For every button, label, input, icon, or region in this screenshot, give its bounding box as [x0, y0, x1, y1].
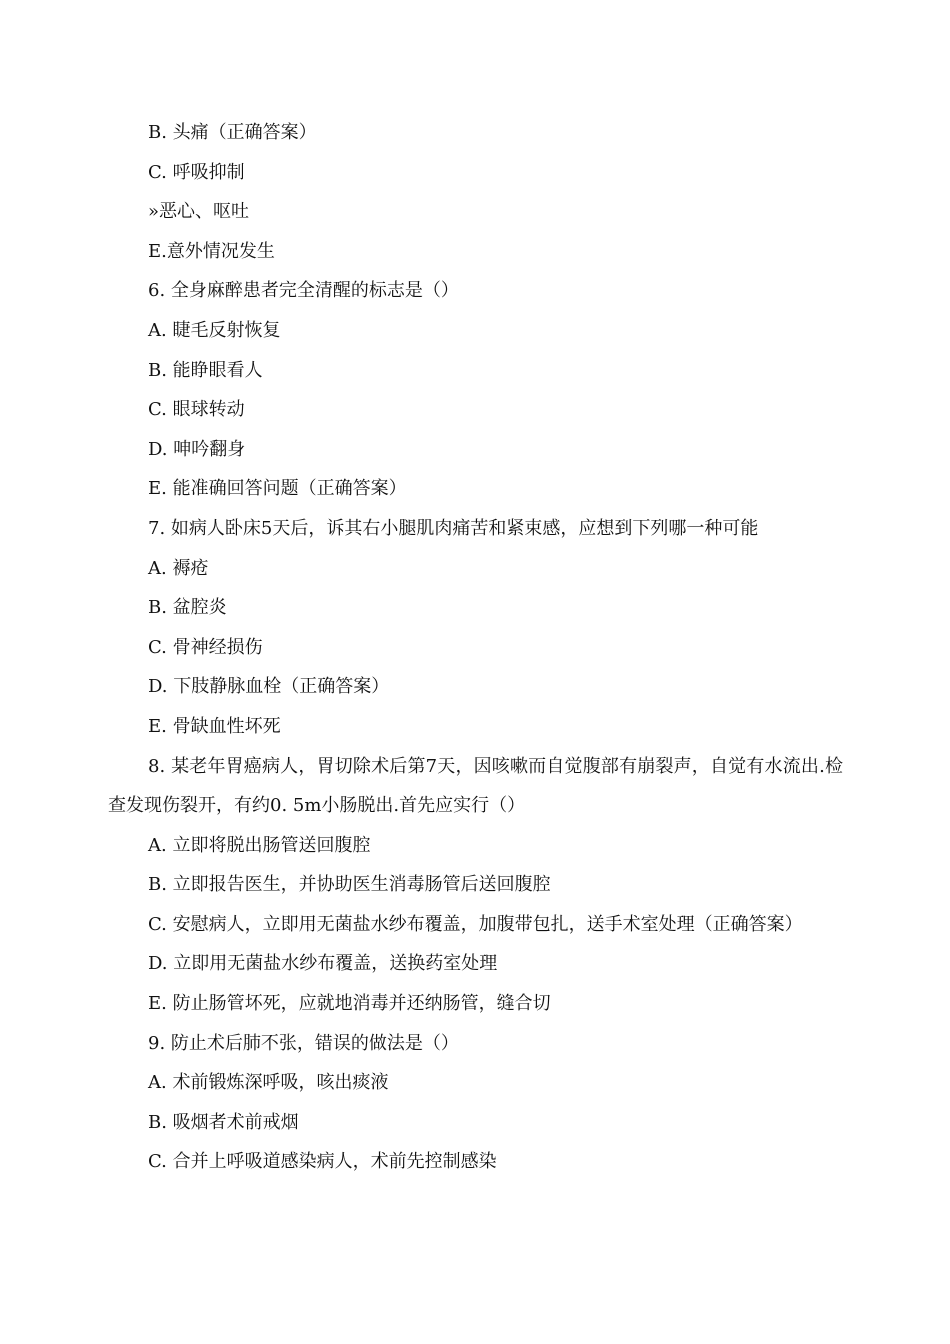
option-line: C. 眼球转动 [148, 399, 245, 421]
option-line: E. 骨缺血性坏死 [148, 715, 281, 737]
option-line: B. 头痛（正确答案） [148, 122, 317, 143]
option-line: E. 防止肠管坏死，应就地消毒并还纳肠管，缝合切 [148, 993, 551, 1015]
option-line: B. 盆腔炎 [148, 597, 227, 619]
option-paragraph: C. 安慰病人，立即用无菌盐水纱布覆盖，加腹带包扎，送手术室处理（正确答案） [148, 913, 803, 935]
option-line: A. 睫毛反射恢复 [148, 319, 281, 341]
option-line: D. 呻吟翻身 [148, 438, 246, 460]
option-line: B. 能睁眼看人 [148, 359, 263, 381]
option-line: D. 下肢静脉血栓（正确答案） [148, 676, 390, 698]
option-line: A. 褥疮 [148, 557, 209, 579]
option-line: C. 合并上呼吸道感染病人，术前先控制感染 [148, 1151, 497, 1173]
option-line: B. 吸烟者术前戒烟 [148, 1111, 299, 1133]
question-8-stem: 8. 某老年胃癌病人，胃切除术后第7天，因咳嗽而自觉腹部有崩裂声，自觉有水流出.检查发现伤裂开，有约0. 5m小肠脱出.首先应实行（） [108, 755, 843, 817]
question-line: 7. 如病人卧床5天后，诉其右小腿肌肉痛苦和紧束感，应想到下列哪一种可能 [148, 517, 759, 539]
option-line: E. 能准确回答问题（正确答案） [148, 478, 407, 500]
option-line: C. 呼吸抑制 [148, 161, 245, 183]
option-line: »恶心、呕吐 [148, 201, 250, 223]
option-line: A. 术前锻炼深呼吸，咳出痰液 [148, 1072, 389, 1094]
question-line: 9. 防止术后肺不张，错误的做法是（） [148, 1032, 459, 1054]
question-line: 6. 全身麻醉患者完全清醒的标志是（） [148, 280, 459, 302]
option-line: A. 立即将脱出肠管送回腹腔 [148, 834, 371, 856]
option-line: C. 骨神经损伤 [148, 636, 263, 658]
option-line: D. 立即用无菌盐水纱布覆盖，送换药室处理 [148, 953, 498, 975]
document-body [108, 113, 843, 1182]
option-line: B. 立即报告医生，并协助医生消毒肠管后送回腹腔 [148, 874, 551, 896]
option-line: E.意外情况发生 [148, 240, 275, 262]
